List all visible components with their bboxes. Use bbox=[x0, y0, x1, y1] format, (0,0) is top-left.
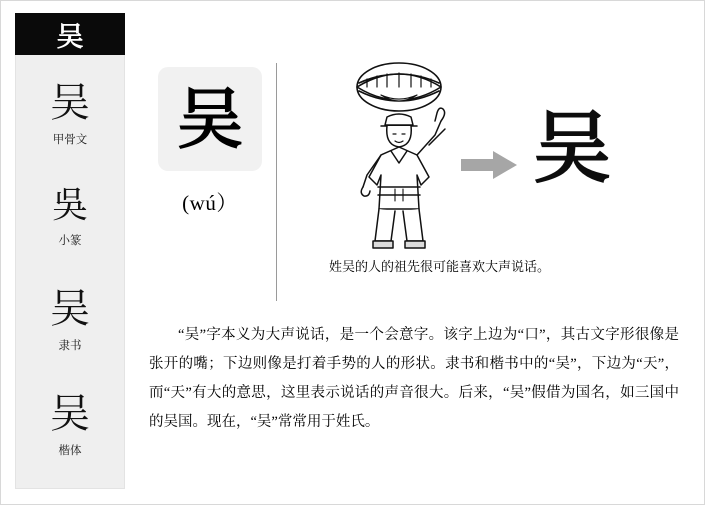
script-label-oracle: 甲骨文 bbox=[52, 133, 88, 146]
script-label-seal: 小篆 bbox=[58, 234, 82, 247]
illustration-block bbox=[301, 59, 686, 274]
script-item-regular bbox=[50, 391, 90, 459]
script-label-regular: 楷体 bbox=[58, 445, 82, 458]
script-glyph-seal: 吳 bbox=[51, 184, 88, 226]
right-arrow-icon bbox=[461, 151, 517, 179]
script-item-seal bbox=[52, 185, 88, 249]
script-glyph-oracle: 吴 bbox=[50, 79, 90, 126]
script-glyph-clerical: 吴 bbox=[50, 286, 90, 333]
character-card bbox=[151, 67, 269, 217]
ancient-man-shouting-illustration bbox=[329, 59, 469, 254]
character-box bbox=[158, 67, 262, 171]
sidebar-header-character: 吴 bbox=[15, 13, 125, 55]
main-character: 吴 bbox=[177, 80, 243, 158]
pinyin-label: (wú） bbox=[182, 191, 238, 215]
script-label-clerical: 隶书 bbox=[58, 340, 82, 353]
script-item-oracle bbox=[50, 80, 90, 148]
explanation-paragraph: “吴”字本义为大声说话，是一个会意字。该字上边为“口”，其古文字形很像是张开的嘴；下边则像是打着手势的人的形状。隶书和楷书中的“吴”，下边为“天”，而“天”有大的意思，这里表示说话的声音很大。后来，“吴”假借为国名，如三国中的吴国。现在，“吴”常常用于姓氏。 bbox=[149, 327, 679, 430]
vertical-divider bbox=[276, 63, 277, 301]
script-evolution-sidebar bbox=[15, 13, 125, 493]
script-glyph-regular: 吴 bbox=[50, 391, 90, 438]
oracle-bone-character: 吴 bbox=[533, 103, 612, 194]
sidebar-script-list bbox=[15, 55, 125, 489]
script-item-clerical bbox=[50, 286, 90, 354]
illustration-caption: 姓吴的人的祖先很可能喜欢大声说话。 bbox=[329, 259, 551, 274]
